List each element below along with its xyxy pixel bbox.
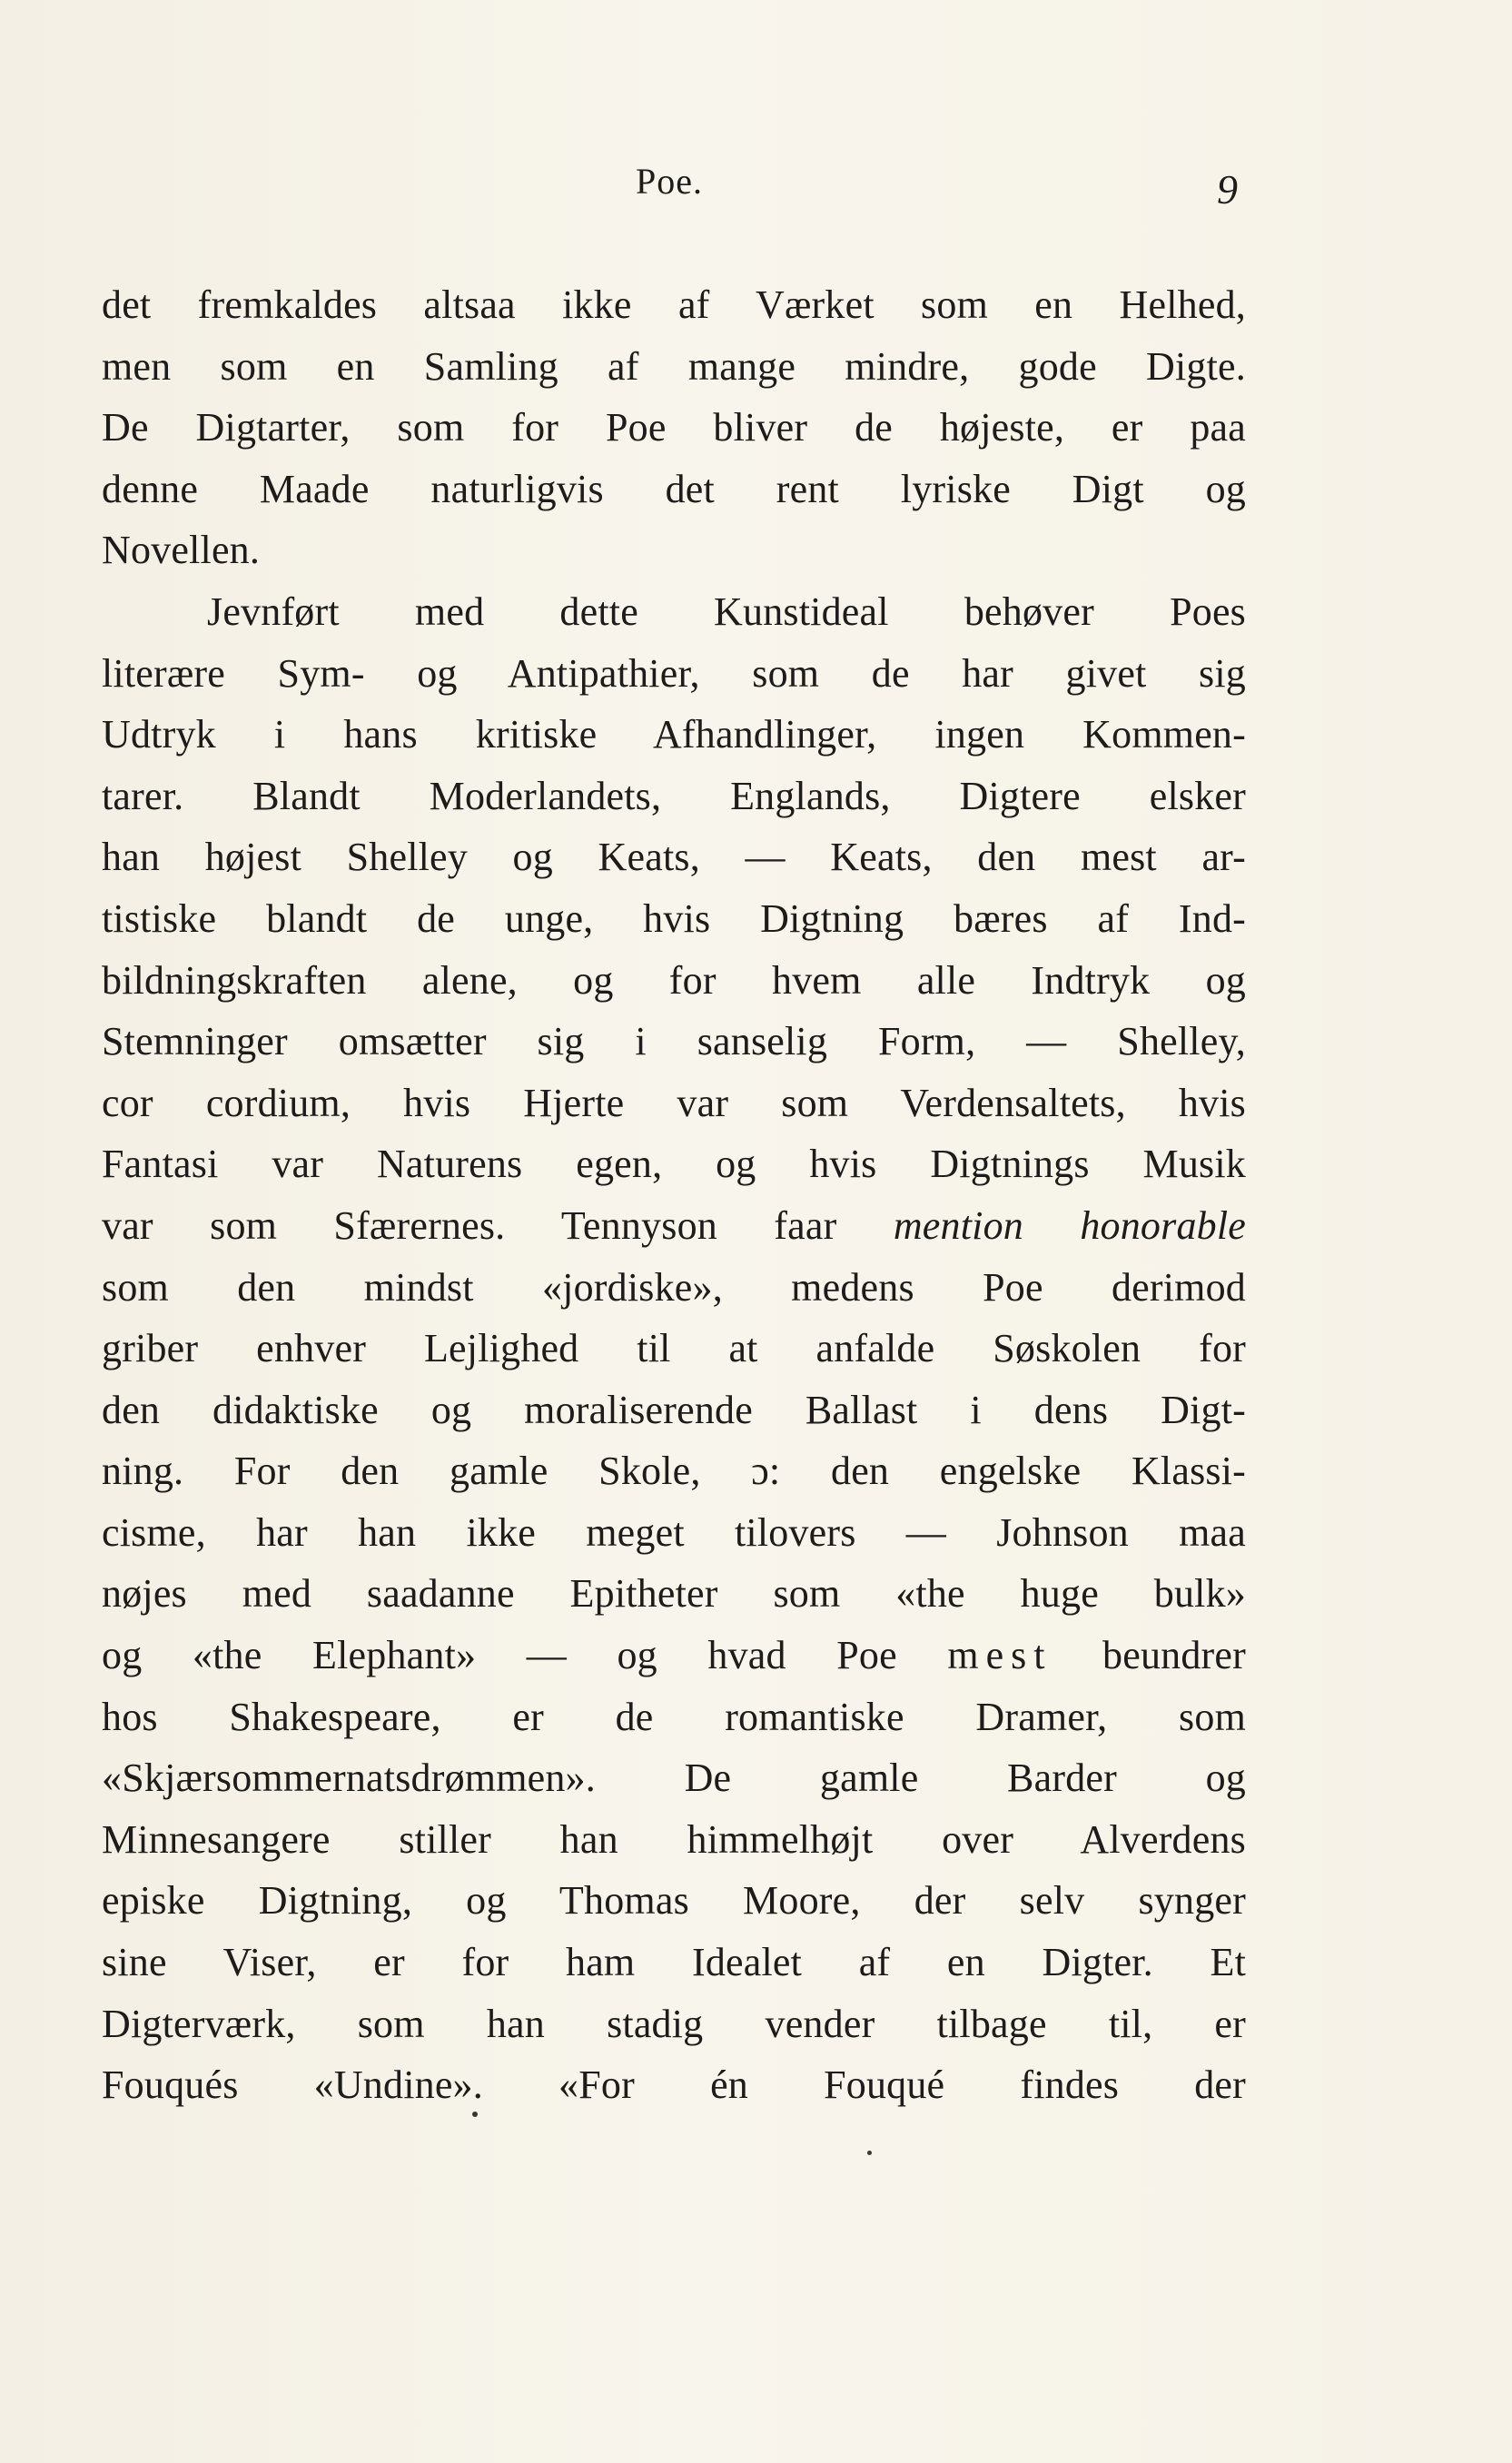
text-line: det fremkaldes altsaa ikke af Værket som en Helhed, [102,282,1246,327]
text-line: Stemninger omsætter sig i sanselig Form, — Shelley, [102,1019,1246,1064]
text-line: Novellen. [102,528,261,573]
text-line: den didaktiske og moraliserende Ballast i dens Digt- [102,1387,1246,1432]
text-segment: beundrer [1102,1633,1246,1678]
text-line: tarer. Blandt Moderlandets, Englands, Digtere elsker [102,773,1246,818]
text-line: Minnesangere stiller han himmelhøjt over Alverdens [102,1816,1246,1862]
text-line: literære Sym- og Antipathier, som de har givet sig [102,650,1246,696]
text-line: bildningskraften alene, og for hvem alle Indtryk og [102,957,1246,1003]
text-line: Udtryk i hans kritiske Afhandlinger, ingen Kommen- [102,712,1246,757]
paper-speck [472,2112,478,2117]
spaced-emphasis: mest [947,1633,1052,1678]
text-line: episke Digtning, og Thomas Moore, der selv synger [102,1878,1246,1924]
text-line: sine Viser, er for ham Idealet af en Digter. Et [102,1940,1246,1985]
text-line: Digterværk, som han stadig vender tilbage til, er [102,2001,1246,2046]
body-text [102,274,1246,2116]
text-line: cor cordium, hvis Hjerte var som Verdensaltets, hvis [102,1080,1246,1125]
running-title: Poe. [636,161,703,202]
paper-speck [867,2151,872,2155]
text-line-mixed [102,1195,1246,1257]
text-line: men som en Samling af mange mindre, gode Digte. [102,343,1246,389]
text-segment: var som Sfærernes. Tennyson faar [102,1202,837,1248]
running-head [0,160,1512,214]
text-line: nøjes med saadanne Epitheter som «the huge bulk» [102,1571,1246,1617]
text-line: ning. For den gamle Skole, ɔ: den engelske Klassi- [102,1449,1246,1494]
text-line: «Skjærsommernatsdrømmen». De gamle Barder og [102,1756,1246,1801]
text-line-mixed [102,1625,1246,1687]
text-segment: og «the Elephant» — og hvad Poe [102,1633,897,1678]
text-line: denne Maade naturligvis det rent lyriske Digt og [102,466,1246,511]
text-line: som den mindst «jordiske», medens Poe derimod [102,1264,1246,1310]
text-line: Jevnført med dette Kunstideal behøver Poes [207,589,1246,634]
text-line: De Digtarter, som for Poe bliver de højeste, er paa [102,405,1246,450]
text-line: griber enhver Lejlighed til at anfalde Søskolen for [102,1326,1246,1371]
page-number: 9 [1217,166,1238,213]
text-line: Fouqués «Undine». «For én Fouqué findes der [102,2062,1246,2108]
italic-phrase: mention honorable [893,1202,1246,1248]
text-line: han højest Shelley og Keats, — Keats, den mest ar- [102,835,1246,880]
text-line: hos Shakespeare, er de romantiske Dramer, som [102,1694,1246,1739]
text-line: cisme, har han ikke meget tilovers — Johnson maa [102,1509,1246,1555]
text-line: tistiske blandt de unge, hvis Digtning bæres af Ind- [102,895,1246,941]
text-line: Fantasi var Naturens egen, og hvis Digtnings Musik [102,1142,1246,1187]
